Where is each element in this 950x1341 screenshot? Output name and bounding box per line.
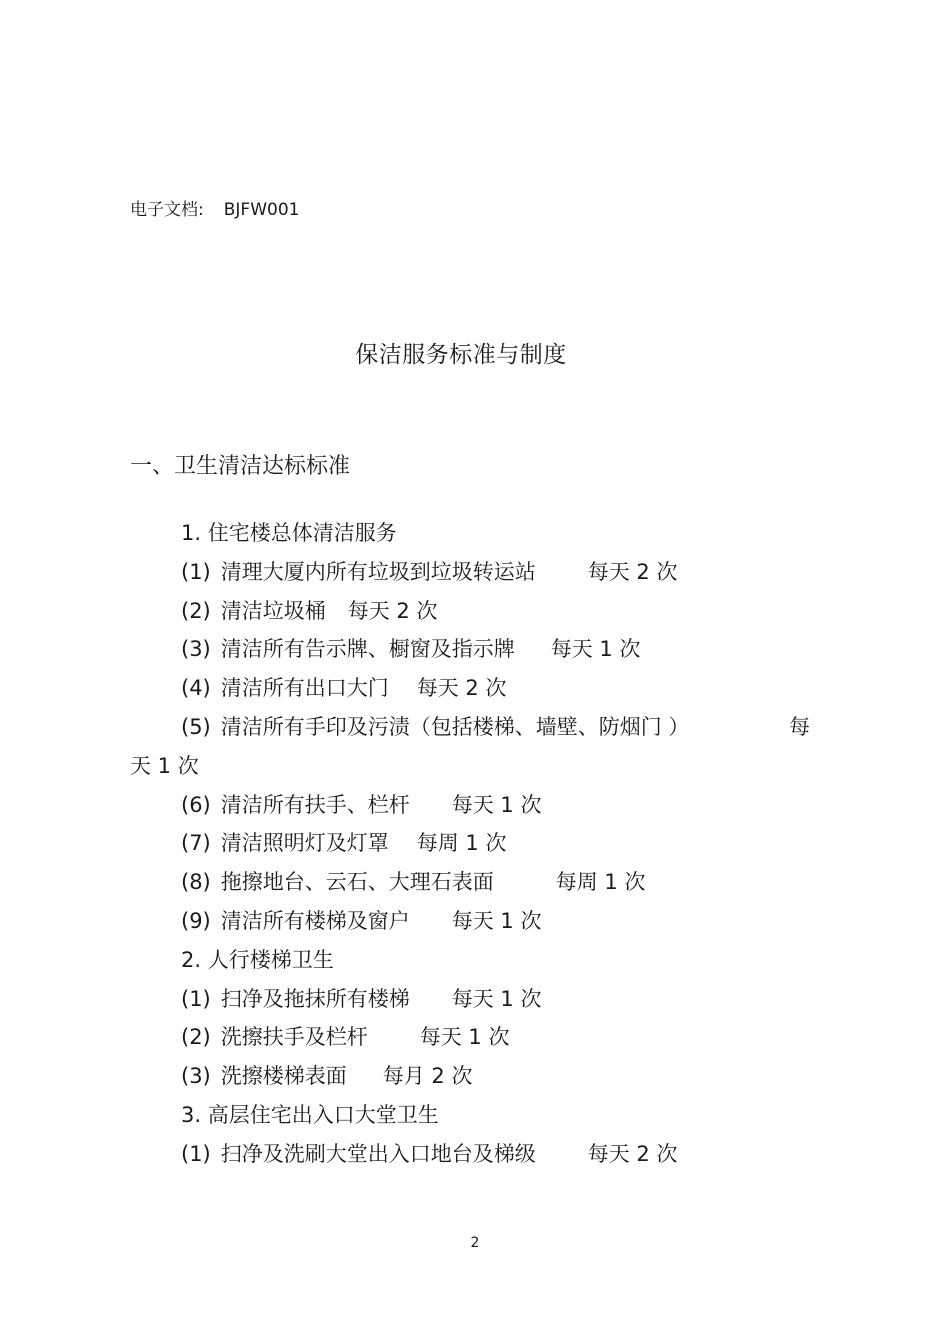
item-number: (1) [181,1141,211,1166]
item-text: 清洁所有出口大门 [220,676,389,701]
document-title: 保洁服务标准与制度 [355,342,567,368]
item-frequency: 每周 1 次 [555,870,646,895]
item-frequency: 每天 2 次 [587,1141,678,1166]
item-text: 扫净及拖抹所有楼梯 [220,986,410,1011]
item-text: 洗擦扶手及栏杆 [220,1025,368,1050]
list-item [130,1057,820,1096]
item-text: 拖擦地台、云石、大理石表面 [220,870,494,895]
item-frequency-end: 天 1 次 [130,753,199,778]
item-frequency: 每天 1 次 [451,908,542,933]
list-item-continuation [130,747,820,786]
list-item [130,592,820,631]
list-item [130,980,820,1019]
list-item [130,1018,820,1057]
item-frequency: 每月 2 次 [382,1064,473,1089]
item-text: 清洁所有手印及污渍（包括楼梯、墙壁、防烟门 ） [220,714,690,739]
item-number: (4) [181,676,211,701]
item-frequency: 每天 1 次 [451,792,542,817]
item-number: (6) [181,792,211,817]
subsection-heading: 3. 高层住宅出入口大堂卫生 [181,1102,439,1127]
list-item [130,902,820,941]
list-item [130,553,820,592]
list-item [130,786,820,825]
item-text: 清理大厦内所有垃圾到垃圾转运站 [220,559,536,584]
item-number: (3) [181,637,211,662]
item-frequency: 每天 2 次 [347,598,438,623]
item-text: 清洁垃圾桶 [220,598,326,623]
subsection-heading: 1. 住宅楼总体清洁服务 [181,521,397,545]
item-frequency: 每天 1 次 [419,1025,510,1050]
item-number: (8) [181,870,211,895]
item-text: 洗擦楼梯表面 [220,1064,347,1089]
item-text: 清洁所有告示牌、橱窗及指示牌 [220,637,515,662]
item-number: (3) [181,1064,211,1089]
item-number: (1) [181,986,211,1011]
list-item [130,824,820,863]
item-frequency: 每天 2 次 [587,559,678,584]
item-number: (1) [181,559,211,584]
item-text: 清洁照明灯及灯罩 [220,831,389,856]
item-frequency-start: 每 [789,714,810,739]
item-number: (2) [181,1025,211,1050]
item-number: (9) [181,908,211,933]
list-item [130,1135,820,1174]
item-text: 清洁所有扶手、栏杆 [220,792,410,817]
document-code [130,199,299,221]
item-number: (2) [181,598,211,623]
document-code-value: BJFW001 [223,200,300,220]
item-frequency: 每天 1 次 [451,986,542,1011]
item-frequency: 每天 1 次 [550,637,641,662]
page-number: 2 [470,1235,480,1251]
document-code-label: 电子文档: [130,200,204,220]
list-item [130,630,820,669]
item-text: 清洁所有楼梯及窗户 [220,908,410,933]
list-item [130,863,820,902]
section-heading: 一、卫生清洁达标标准 [130,454,351,479]
item-number: (5) [181,714,211,739]
list-item [130,708,820,747]
list-item [130,669,820,708]
subsection-heading: 2. 人行楼梯卫生 [181,947,334,972]
item-number: (7) [181,831,211,856]
item-frequency: 每天 2 次 [416,676,507,701]
item-frequency: 每周 1 次 [416,831,507,856]
document-body [130,514,820,1174]
item-text: 扫净及洗刷大堂出入口地台及梯级 [220,1141,536,1166]
